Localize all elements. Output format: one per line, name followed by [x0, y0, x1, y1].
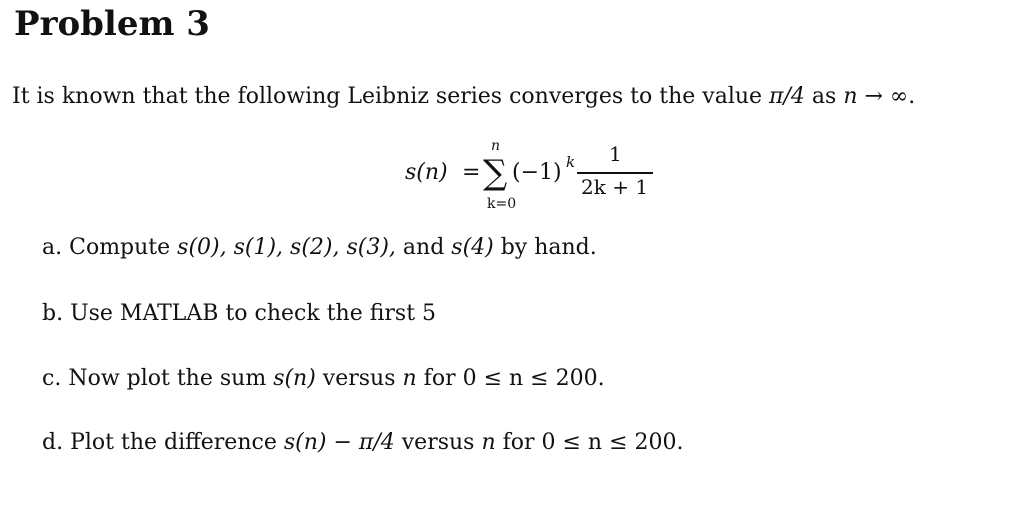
- item-d-math3: 0 ≤ n ≤ 200.: [541, 430, 684, 455]
- formula-upper-limit: n: [491, 138, 501, 154]
- item-c-math: s(n): [273, 366, 316, 391]
- item-b: [42, 301, 436, 326]
- item-c-marker: c.: [42, 366, 62, 391]
- summation-sigma: ∑: [483, 153, 508, 193]
- item-d: [42, 430, 684, 455]
- intro-math-value: π/4: [769, 84, 805, 109]
- formula-equals: =: [462, 160, 481, 185]
- leibniz-formula: [0, 0, 1024, 230]
- item-c: [42, 366, 605, 391]
- item-b-text: Use MATLAB to check the first 5: [70, 301, 437, 326]
- item-c-math2: n: [402, 366, 417, 391]
- formula-lhs: s(n): [405, 160, 448, 185]
- intro-period: .: [908, 84, 916, 109]
- fraction-numerator: 1: [609, 142, 622, 166]
- item-d-mid: versus: [394, 430, 482, 455]
- fraction-bar: [577, 172, 653, 174]
- item-c-pre: Now plot the sum: [68, 366, 274, 391]
- formula-base: (−1): [512, 160, 562, 185]
- item-a: [42, 235, 597, 260]
- formula-lower-limit: k=0: [487, 196, 517, 212]
- item-d-post: for: [495, 430, 542, 455]
- fraction-denominator: 2k + 1: [581, 175, 649, 199]
- item-a-post: by hand.: [493, 235, 597, 260]
- item-a-pre: Compute: [69, 235, 178, 260]
- item-a-math2: s(4): [451, 235, 494, 260]
- intro-math-limit: n → ∞: [843, 84, 909, 109]
- problem-title: Problem 3: [14, 4, 210, 44]
- item-b-marker: b.: [42, 301, 64, 326]
- item-c-math3: 0 ≤ n ≤ 200.: [462, 366, 605, 391]
- item-d-marker: d.: [42, 430, 64, 455]
- item-a-mid: and: [395, 235, 452, 260]
- item-d-math: s(n) − π/4: [283, 430, 395, 455]
- item-a-math: s(0), s(1), s(2), s(3),: [177, 235, 396, 260]
- item-d-math2: n: [481, 430, 496, 455]
- item-c-mid: versus: [315, 366, 403, 391]
- intro-text-as: as: [804, 84, 844, 109]
- formula-exponent: k: [566, 153, 576, 171]
- item-c-post: for: [416, 366, 463, 391]
- intro-text: It is known that the following Leibniz series converges to the value: [12, 84, 770, 109]
- item-d-pre: Plot the difference: [70, 430, 284, 455]
- item-a-marker: a.: [42, 235, 63, 260]
